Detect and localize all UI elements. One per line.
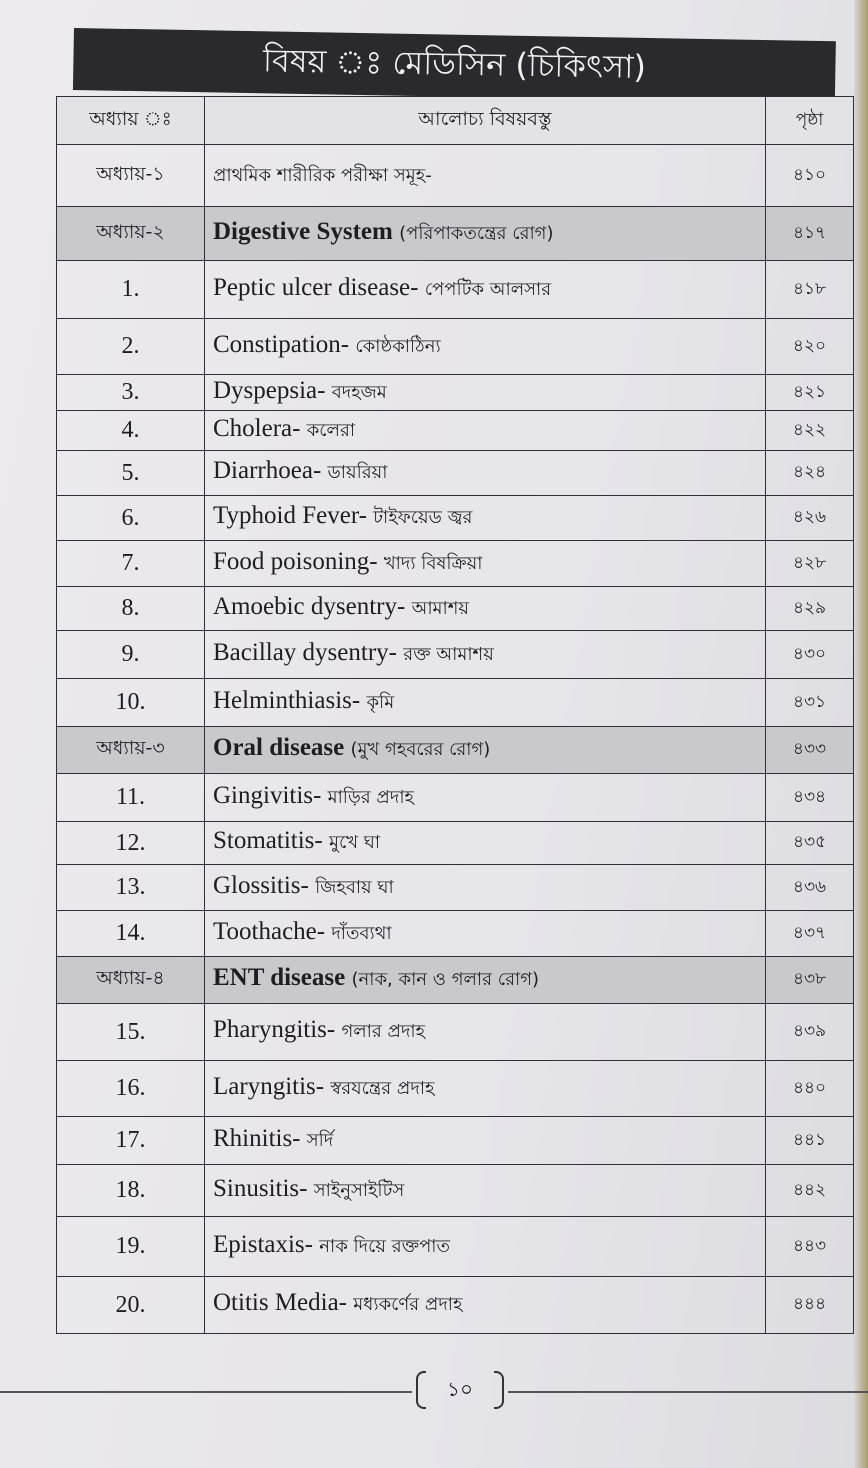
topic-english: Digestive System <box>213 217 393 245</box>
topic-english: Otitis Media- <box>213 1289 348 1316</box>
topic-bengali: (মুখ গহবরের রোগ) <box>350 739 491 760</box>
header-chapter: অধ্যায় ঃ <box>57 97 205 145</box>
topic-row <box>57 1117 854 1165</box>
item-topic <box>205 1004 766 1061</box>
footer-rule-left <box>0 1391 412 1393</box>
topic-row <box>57 1217 854 1277</box>
topic-row <box>57 1165 854 1217</box>
contents-table <box>56 96 854 1334</box>
topic-bengali: জিহবায় ঘা <box>315 876 394 898</box>
item-topic <box>205 261 766 319</box>
topic-bengali: খাদ্য বিষক্রিয়া <box>383 552 483 574</box>
item-topic <box>205 1117 766 1165</box>
topic-english: Typhoid Fever- <box>213 502 367 529</box>
item-number: 8. <box>57 587 205 631</box>
item-number: 7. <box>57 541 205 587</box>
page-ref: ৪৩৬ <box>766 865 854 911</box>
page-footer <box>0 1375 868 1415</box>
page-ref: ৪১০ <box>766 145 854 207</box>
item-number: 18. <box>57 1165 205 1217</box>
topic-bengali: দাঁতব্যথা <box>331 922 392 944</box>
topic-bengali: আমাশয় <box>411 597 470 619</box>
topic-english: Laryngitis- <box>213 1072 325 1100</box>
chapter-row <box>57 957 854 1004</box>
page-ref: ৪৩০ <box>766 631 854 679</box>
item-number: 14. <box>57 911 205 957</box>
topic-bengali: (পরিপাকতন্ত্রের রোগ) <box>399 222 554 244</box>
topic-row <box>57 822 854 865</box>
topic-bengali: টাইফয়েড জ্বর <box>373 507 473 528</box>
page-ref: ৪২২ <box>766 411 854 451</box>
topic-row <box>57 865 854 911</box>
topic-row <box>57 375 854 411</box>
topic-english: Dyspepsia- <box>213 376 326 404</box>
item-number: 11. <box>57 774 205 822</box>
topic-bengali: প্রাথমিক শারীরিক পরীক্ষা সমূহ- <box>213 164 432 186</box>
item-topic <box>205 1217 766 1277</box>
page-title: বিষয় ঃ মেডিসিন (চিকিৎসা) <box>262 41 647 86</box>
topic-english: Helminthiasis- <box>213 686 361 714</box>
chapter-label: অধ্যায়-৪ <box>57 957 205 1004</box>
topic-english: Food poisoning- <box>213 547 378 575</box>
item-topic <box>205 679 766 727</box>
topic-bengali: রক্ত আমাশয় <box>403 643 494 665</box>
item-topic <box>205 375 766 411</box>
topic-bengali: কলেরা <box>306 419 356 441</box>
topic-row <box>57 541 854 587</box>
chapter-topic <box>205 957 766 1004</box>
item-topic <box>205 1277 766 1334</box>
topic-row <box>57 1061 854 1117</box>
topic-english: Toothache- <box>213 917 326 945</box>
item-topic <box>205 587 766 631</box>
page-ref: ৪২০ <box>766 319 854 375</box>
topic-english: Peptic ulcer disease- <box>213 273 419 301</box>
topic-row <box>57 1004 854 1061</box>
item-number: 17. <box>57 1117 205 1165</box>
item-topic <box>205 496 766 541</box>
item-number: 5. <box>57 451 205 496</box>
chapter-row <box>57 207 854 261</box>
page-ref: ৪৩৭ <box>766 911 854 957</box>
topic-bengali: ডায়রিয়া <box>327 462 388 483</box>
topic-english: Epistaxis- <box>213 1230 313 1258</box>
item-number: 15. <box>57 1004 205 1061</box>
page-ref: ৪৩৩ <box>766 727 854 774</box>
book-spine <box>854 0 868 1468</box>
topic-row <box>57 774 854 822</box>
page-ref: ৪৪০ <box>766 1061 854 1117</box>
item-topic <box>205 631 766 679</box>
item-topic <box>205 319 766 375</box>
page-ref: ৪১৭ <box>766 207 854 261</box>
item-number: 6. <box>57 496 205 541</box>
topic-bengali: পেপটিক আলসার <box>424 278 552 300</box>
topic-english: Pharyngitis- <box>213 1016 336 1043</box>
topic-english: Cholera- <box>213 414 301 442</box>
item-number: 19. <box>57 1217 205 1277</box>
footer-rule-right <box>508 1391 868 1393</box>
topic-bengali: সর্দি <box>306 1129 334 1151</box>
header-topic: আলোচ্য বিষয়বস্তু <box>205 97 766 145</box>
page-ref: ৪৩৪ <box>766 774 854 822</box>
page-ref: ৪২৯ <box>766 587 854 631</box>
topic-row <box>57 451 854 496</box>
page-ref: ৪৩৯ <box>766 1004 854 1061</box>
item-number: 9. <box>57 631 205 679</box>
topic-english: Stomatitis- <box>213 827 323 854</box>
chapter-label: অধ্যায়-৩ <box>57 727 205 774</box>
topic-bengali: মুখে ঘা <box>328 832 381 853</box>
item-number: 1. <box>57 261 205 319</box>
page-ref: ৪২৬ <box>766 496 854 541</box>
title-banner <box>73 28 836 103</box>
item-number: 4. <box>57 411 205 451</box>
topic-bengali: বদহজম <box>331 381 387 403</box>
page-ref: ৪১৮ <box>766 261 854 319</box>
topic-row <box>57 261 854 319</box>
topic-bengali: কৃমি <box>366 691 395 713</box>
item-number: 13. <box>57 865 205 911</box>
topic-english: Amoebic dysentry- <box>213 592 406 620</box>
topic-english: Rhinitis- <box>213 1124 301 1152</box>
item-topic <box>205 774 766 822</box>
page-ref: ৪২১ <box>766 375 854 411</box>
item-topic <box>205 541 766 587</box>
topic-row <box>57 679 854 727</box>
page-ref: ৪৩১ <box>766 679 854 727</box>
item-topic <box>205 865 766 911</box>
page-ref: ৪২৪ <box>766 451 854 496</box>
topic-english: Diarrhoea- <box>213 457 322 484</box>
topic-english: Oral disease <box>213 734 345 761</box>
header-page: পৃষ্ঠা <box>766 97 854 145</box>
topic-bengali: স্বরযন্ত্রের প্রদাহ <box>330 1077 435 1099</box>
chapter-topic <box>205 145 766 207</box>
item-topic <box>205 1061 766 1117</box>
item-number: 12. <box>57 822 205 865</box>
page-ref: ৪৪৪ <box>766 1277 854 1334</box>
page-number: ১০ <box>412 1375 508 1408</box>
item-number: 10. <box>57 679 205 727</box>
item-number: 20. <box>57 1277 205 1334</box>
topic-bengali: সাইনুসাইটিস <box>313 1179 405 1201</box>
topic-row <box>57 631 854 679</box>
topic-bengali: (নাক, কান ও গলার রোগ) <box>351 969 540 990</box>
topic-english: Bacillay dysentry- <box>213 638 397 666</box>
chapter-topic <box>205 727 766 774</box>
topic-english: Constipation- <box>213 330 350 358</box>
item-topic <box>205 411 766 451</box>
topic-english: ENT disease <box>213 964 346 991</box>
table-header-row <box>57 97 854 145</box>
chapter-row <box>57 145 854 207</box>
chapter-label: অধ্যায়-১ <box>57 145 205 207</box>
page-ref: ৪৩৫ <box>766 822 854 865</box>
page-ref: ৪৪৩ <box>766 1217 854 1277</box>
topic-row <box>57 411 854 451</box>
topic-bengali: নাক দিয়ে রক্তপাত <box>319 1235 451 1257</box>
topic-row <box>57 319 854 375</box>
page-ref: ৪২৮ <box>766 541 854 587</box>
item-number: 2. <box>57 319 205 375</box>
page-ref: ৪৩৮ <box>766 957 854 1004</box>
topic-bengali: মধ্যকর্ণের প্রদাহ <box>353 1294 463 1315</box>
chapter-label: অধ্যায়-২ <box>57 207 205 261</box>
item-number: 3. <box>57 375 205 411</box>
topic-english: Sinusitis- <box>213 1174 308 1202</box>
topic-bengali: গলার প্রদাহ <box>341 1021 426 1042</box>
topic-english: Gingivitis- <box>213 781 322 809</box>
page-ref: ৪৪১ <box>766 1117 854 1165</box>
topic-bengali: কোষ্ঠকাঠিন্য <box>355 335 441 357</box>
page-ref: ৪৪২ <box>766 1165 854 1217</box>
topic-row <box>57 587 854 631</box>
topic-row <box>57 911 854 957</box>
chapter-row <box>57 727 854 774</box>
chapter-topic <box>205 207 766 261</box>
topic-english: Glossitis- <box>213 871 309 899</box>
item-topic <box>205 451 766 496</box>
topic-row <box>57 1277 854 1334</box>
item-topic <box>205 822 766 865</box>
item-number: 16. <box>57 1061 205 1117</box>
item-topic <box>205 1165 766 1217</box>
topic-bengali: মাড়ির প্রদাহ <box>327 786 414 808</box>
topic-row <box>57 496 854 541</box>
item-topic <box>205 911 766 957</box>
